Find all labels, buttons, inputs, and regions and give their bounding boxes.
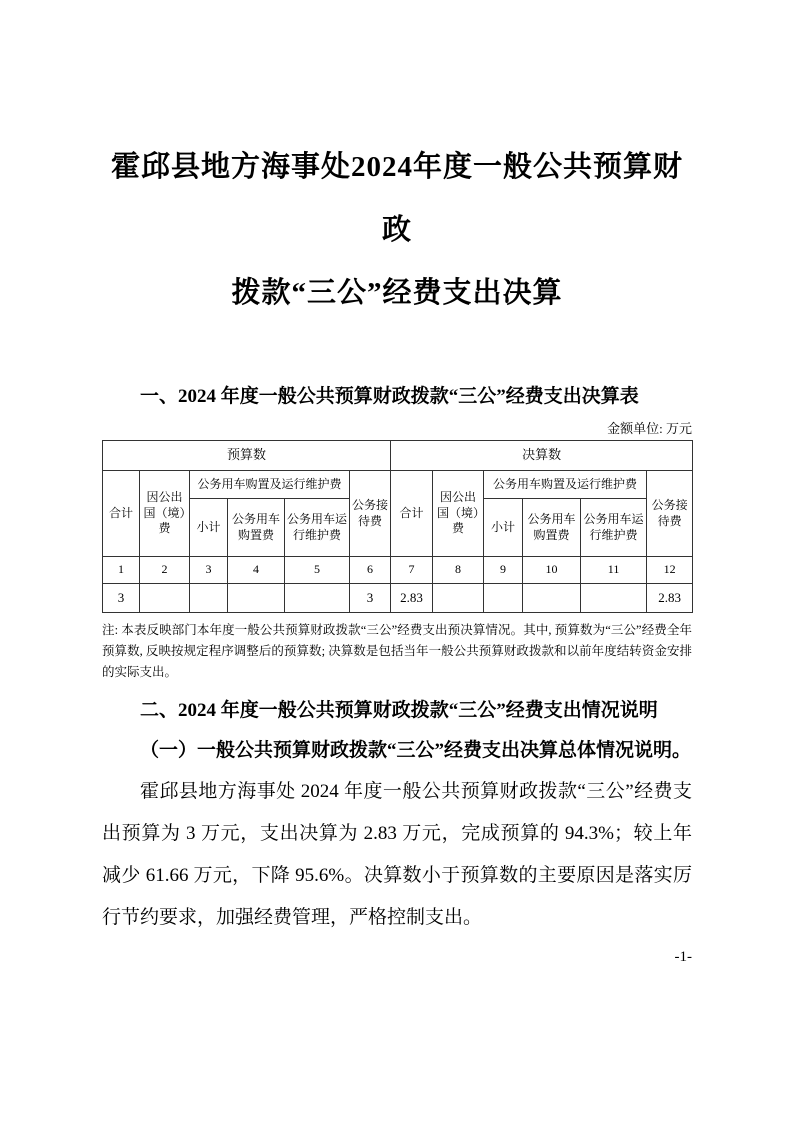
header-final-subtotal: 小计 bbox=[484, 499, 523, 557]
index-cell: 3 bbox=[190, 557, 228, 584]
index-cell: 10 bbox=[523, 557, 581, 584]
value-cell: 2.83 bbox=[647, 584, 693, 613]
index-cell: 1 bbox=[103, 557, 140, 584]
document-content bbox=[102, 136, 692, 966]
value-cell bbox=[484, 584, 523, 613]
index-cell: 5 bbox=[285, 557, 350, 584]
header-final-vehicle-group: 公务用车购置及运行维护费 bbox=[484, 471, 647, 499]
index-cell: 12 bbox=[647, 557, 693, 584]
table-row-groups bbox=[103, 441, 693, 471]
three-public-expense-table bbox=[102, 440, 693, 613]
index-cell: 11 bbox=[581, 557, 647, 584]
value-cell bbox=[581, 584, 647, 613]
title-line-2: 拨款“三公”经费支出决算 bbox=[231, 277, 563, 309]
value-cell bbox=[190, 584, 228, 613]
header-budget-reception: 公务接待费 bbox=[350, 471, 391, 557]
section2-heading: 二、2024 年度一般公共预算财政拨款“三公”经费支出情况说明 bbox=[140, 700, 658, 721]
header-budget-maintenance: 公务用车运行维护费 bbox=[285, 499, 350, 557]
value-cell bbox=[285, 584, 350, 613]
header-budget-subtotal: 小计 bbox=[190, 499, 228, 557]
value-cell: 3 bbox=[103, 584, 140, 613]
value-cell: 2.83 bbox=[391, 584, 433, 613]
table-footnote: 注: 本表反映部门本年度一般公共预算财政拨款“三公”经费支出预决算情况。其中, 预算数为“三公”经费全年预算数, 反映按规定程序调整后的预算数; 决算数是包括当年一般公共预算财政拨款和以前年度结转资金安排的实际支出。 bbox=[102, 623, 692, 679]
table-row-column-indexes bbox=[103, 557, 693, 584]
body-paragraph: 霍邱县地方海事处 2024 年度一般公共预算财政拨款“三公”经费支出预算为 3 万元，支出决算为 2.83 万元，完成预算的 94.3%；较上年减少 61.66 万元，下降 95.6%。决算数小于预算数的主要原因是落实厉行节约要求，加强经费管理，严格控制支出。 bbox=[102, 781, 692, 928]
subsection1-heading: （一）一般公共预算财政拨款“三公”经费支出决算总体情况说明。 bbox=[140, 740, 692, 761]
unit-label: 金额单位: 万元 bbox=[607, 421, 692, 436]
index-cell: 2 bbox=[140, 557, 190, 584]
index-cell: 9 bbox=[484, 557, 523, 584]
header-budget-total: 合计 bbox=[103, 471, 140, 557]
index-cell: 8 bbox=[433, 557, 484, 584]
header-budget-vehicle-group: 公务用车购置及运行维护费 bbox=[190, 471, 350, 499]
index-cell: 6 bbox=[350, 557, 391, 584]
group-header-budget: 预算数 bbox=[103, 441, 391, 471]
table-row-headers-upper bbox=[103, 471, 693, 499]
header-budget-purchase: 公务用车购置费 bbox=[228, 499, 285, 557]
page-number: -1- bbox=[674, 949, 692, 965]
header-final-total: 合计 bbox=[391, 471, 433, 557]
value-cell bbox=[228, 584, 285, 613]
header-final-reception: 公务接待费 bbox=[647, 471, 693, 557]
table-row-values bbox=[103, 584, 693, 613]
header-final-purchase: 公务用车购置费 bbox=[523, 499, 581, 557]
document-title bbox=[102, 136, 692, 325]
value-cell bbox=[433, 584, 484, 613]
value-cell: 3 bbox=[350, 584, 391, 613]
header-final-abroad: 因公出国（境）费 bbox=[433, 471, 484, 557]
header-final-maintenance: 公务用车运行维护费 bbox=[581, 499, 647, 557]
value-cell bbox=[523, 584, 581, 613]
title-line-1: 霍邱县地方海事处2024年度一般公共预算财政 bbox=[110, 151, 683, 246]
group-header-final: 决算数 bbox=[391, 441, 693, 471]
index-cell: 7 bbox=[391, 557, 433, 584]
index-cell: 4 bbox=[228, 557, 285, 584]
section1-heading: 一、2024 年度一般公共预算财政拨款“三公”经费支出决算表 bbox=[140, 386, 639, 407]
header-budget-abroad: 因公出国（境）费 bbox=[140, 471, 190, 557]
value-cell bbox=[140, 584, 190, 613]
